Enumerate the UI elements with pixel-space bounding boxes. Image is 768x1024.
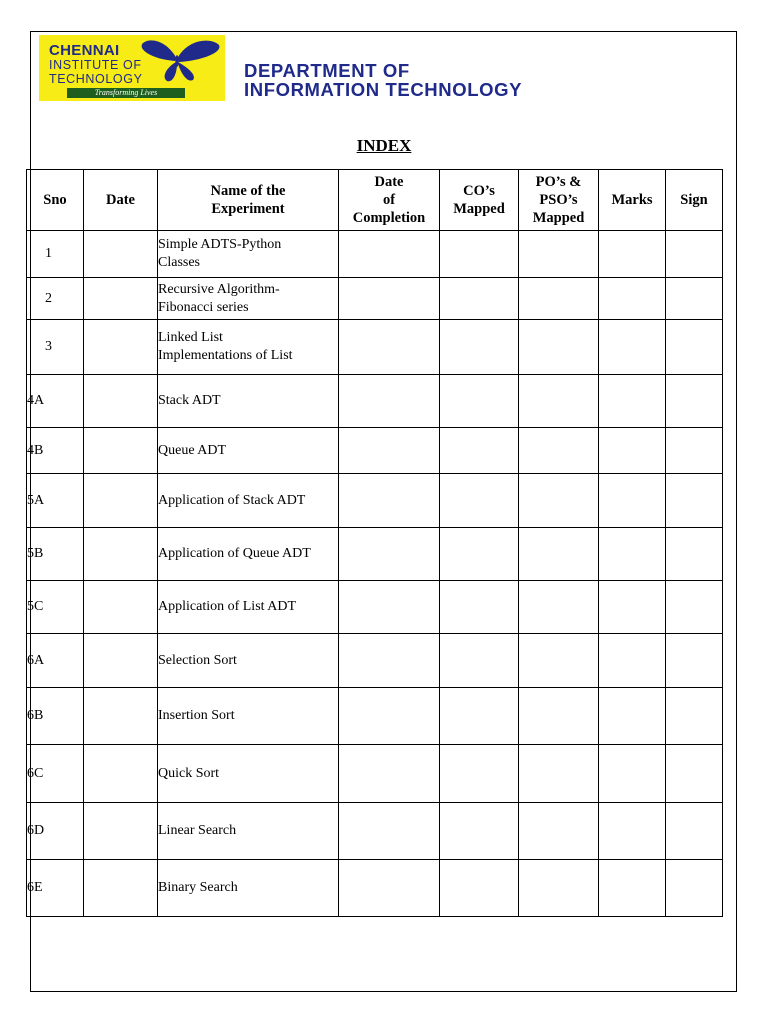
row-date-cell bbox=[84, 375, 158, 428]
row-co-cell bbox=[440, 581, 519, 634]
row-marks-cell bbox=[599, 634, 666, 688]
experiment-index-table bbox=[26, 169, 723, 917]
row-completion-cell bbox=[339, 375, 440, 428]
row-marks-cell bbox=[599, 803, 666, 860]
row-experiment-name: Insertion Sort bbox=[158, 688, 339, 745]
row-experiment-name: Linear Search bbox=[158, 803, 339, 860]
department-title-line2: INFORMATION TECHNOLOGY bbox=[244, 79, 523, 100]
table-row bbox=[27, 231, 723, 278]
row-po-cell bbox=[519, 474, 599, 528]
row-sign-cell bbox=[666, 428, 723, 474]
table-header-row bbox=[27, 170, 723, 231]
row-sno: 4A bbox=[27, 375, 84, 428]
butterfly-icon bbox=[137, 37, 223, 83]
header-po-line3: Mapped bbox=[532, 210, 585, 226]
row-date-cell bbox=[84, 860, 158, 917]
row-date-cell bbox=[84, 528, 158, 581]
row-date-cell bbox=[84, 320, 158, 375]
header-sno: Sno bbox=[27, 170, 84, 231]
row-co-cell bbox=[440, 745, 519, 803]
row-name-line2: Classes bbox=[158, 255, 200, 270]
row-sno: 2 bbox=[27, 278, 84, 320]
row-completion-cell bbox=[339, 803, 440, 860]
table-row bbox=[27, 803, 723, 860]
header-cos-mapped bbox=[440, 170, 519, 231]
row-sign-cell bbox=[666, 474, 723, 528]
row-date-cell bbox=[84, 278, 158, 320]
header-po-line2: PSO’s bbox=[539, 192, 578, 208]
row-co-cell bbox=[440, 320, 519, 375]
row-marks-cell bbox=[599, 375, 666, 428]
row-co-cell bbox=[440, 474, 519, 528]
row-sign-cell bbox=[666, 581, 723, 634]
row-date-cell bbox=[84, 688, 158, 745]
row-po-cell bbox=[519, 688, 599, 745]
row-experiment-name bbox=[158, 278, 339, 320]
row-marks-cell bbox=[599, 860, 666, 917]
row-completion-cell bbox=[339, 278, 440, 320]
row-co-cell bbox=[440, 860, 519, 917]
table-row bbox=[27, 320, 723, 375]
row-completion-cell bbox=[339, 860, 440, 917]
institute-logo bbox=[39, 35, 225, 101]
row-po-cell bbox=[519, 803, 599, 860]
table-row bbox=[27, 634, 723, 688]
row-co-cell bbox=[440, 634, 519, 688]
row-completion-cell bbox=[339, 745, 440, 803]
table-row bbox=[27, 688, 723, 745]
row-co-cell bbox=[440, 231, 519, 278]
row-marks-cell bbox=[599, 474, 666, 528]
row-co-cell bbox=[440, 688, 519, 745]
row-marks-cell bbox=[599, 745, 666, 803]
row-sno: 1 bbox=[27, 231, 84, 278]
header-date-of-completion bbox=[339, 170, 440, 231]
row-sign-cell bbox=[666, 803, 723, 860]
row-completion-cell bbox=[339, 474, 440, 528]
logo-text-line3: TECHNOLOGY bbox=[49, 72, 143, 86]
row-sign-cell bbox=[666, 688, 723, 745]
row-sign-cell bbox=[666, 320, 723, 375]
row-sign-cell bbox=[666, 231, 723, 278]
row-po-cell bbox=[519, 320, 599, 375]
row-marks-cell bbox=[599, 688, 666, 745]
row-sno: 6D bbox=[27, 803, 84, 860]
header-marks: Marks bbox=[599, 170, 666, 231]
row-sign-cell bbox=[666, 634, 723, 688]
row-sno: 6C bbox=[27, 745, 84, 803]
row-sign-cell bbox=[666, 860, 723, 917]
row-completion-cell bbox=[339, 320, 440, 375]
row-name-line1: Simple ADTS-Python bbox=[158, 237, 282, 252]
row-completion-cell bbox=[339, 581, 440, 634]
header-name-line1: Name of the bbox=[210, 183, 286, 199]
row-po-cell bbox=[519, 634, 599, 688]
row-sno: 3 bbox=[27, 320, 84, 375]
row-sno: 6E bbox=[27, 860, 84, 917]
table-row bbox=[27, 278, 723, 320]
row-experiment-name: Queue ADT bbox=[158, 428, 339, 474]
row-experiment-name: Application of List ADT bbox=[158, 581, 339, 634]
row-sno: 6A bbox=[27, 634, 84, 688]
row-co-cell bbox=[440, 528, 519, 581]
row-experiment-name: Application of Stack ADT bbox=[158, 474, 339, 528]
row-sign-cell bbox=[666, 375, 723, 428]
row-sno: 4B bbox=[27, 428, 84, 474]
row-co-cell bbox=[440, 375, 519, 428]
row-name-line2: Implementations of List bbox=[158, 348, 293, 363]
table-row bbox=[27, 474, 723, 528]
row-date-cell bbox=[84, 428, 158, 474]
row-completion-cell bbox=[339, 528, 440, 581]
header-co-line2: Mapped bbox=[453, 201, 505, 217]
row-date-cell bbox=[84, 231, 158, 278]
header-co-line1: CO’s bbox=[463, 183, 495, 199]
page-title: INDEX bbox=[356, 136, 412, 155]
table-row bbox=[27, 745, 723, 803]
row-date-cell bbox=[84, 581, 158, 634]
row-completion-cell bbox=[339, 231, 440, 278]
row-experiment-name bbox=[158, 320, 339, 375]
logo-text-line1: CHENNAI bbox=[49, 42, 120, 59]
row-name-line1: Recursive Algorithm- bbox=[158, 281, 280, 297]
header-name-line2: Experiment bbox=[211, 201, 285, 217]
row-co-cell bbox=[440, 278, 519, 320]
header-pos-psos-mapped bbox=[519, 170, 599, 231]
row-marks-cell bbox=[599, 278, 666, 320]
row-experiment-name: Application of Queue ADT bbox=[158, 528, 339, 581]
row-sign-cell bbox=[666, 278, 723, 320]
row-date-cell bbox=[84, 474, 158, 528]
header-po-line1: PO’s & bbox=[535, 174, 582, 190]
row-date-cell bbox=[84, 803, 158, 860]
department-title-line1: DEPARTMENT OF bbox=[244, 60, 410, 81]
row-co-cell bbox=[440, 803, 519, 860]
row-marks-cell bbox=[599, 320, 666, 375]
row-name-line2: Fibonacci series bbox=[158, 299, 249, 315]
logo-text-line2: INSTITUTE OF bbox=[49, 58, 142, 72]
row-sno: 6B bbox=[27, 688, 84, 745]
logo-tagline: Transforming Lives bbox=[67, 88, 185, 98]
header-experiment-name bbox=[158, 170, 339, 231]
row-experiment-name: Binary Search bbox=[158, 860, 339, 917]
row-completion-cell bbox=[339, 688, 440, 745]
row-completion-cell bbox=[339, 634, 440, 688]
row-po-cell bbox=[519, 428, 599, 474]
row-sno: 5C bbox=[27, 581, 84, 634]
table-row bbox=[27, 428, 723, 474]
row-sign-cell bbox=[666, 528, 723, 581]
row-date-cell bbox=[84, 634, 158, 688]
row-experiment-name bbox=[158, 231, 339, 278]
row-po-cell bbox=[519, 528, 599, 581]
row-completion-cell bbox=[339, 428, 440, 474]
row-marks-cell bbox=[599, 428, 666, 474]
row-co-cell bbox=[440, 428, 519, 474]
row-experiment-name: Selection Sort bbox=[158, 634, 339, 688]
header-doc-line3: Completion bbox=[352, 210, 426, 226]
row-po-cell bbox=[519, 375, 599, 428]
row-date-cell bbox=[84, 745, 158, 803]
row-sno: 5B bbox=[27, 528, 84, 581]
row-name-line1: Linked List bbox=[158, 330, 223, 345]
row-sno: 5A bbox=[27, 474, 84, 528]
row-marks-cell bbox=[599, 528, 666, 581]
row-po-cell bbox=[519, 231, 599, 278]
row-experiment-name: Stack ADT bbox=[158, 375, 339, 428]
row-marks-cell bbox=[599, 581, 666, 634]
row-sign-cell bbox=[666, 745, 723, 803]
row-po-cell bbox=[519, 860, 599, 917]
row-experiment-name: Quick Sort bbox=[158, 745, 339, 803]
table-row bbox=[27, 581, 723, 634]
header-doc-line2: of bbox=[382, 192, 396, 208]
row-marks-cell bbox=[599, 231, 666, 278]
header-doc-line1: Date bbox=[374, 174, 404, 190]
row-po-cell bbox=[519, 278, 599, 320]
row-po-cell bbox=[519, 581, 599, 634]
header-sign: Sign bbox=[666, 170, 723, 231]
table-row bbox=[27, 528, 723, 581]
table-row bbox=[27, 375, 723, 428]
department-title bbox=[244, 61, 522, 99]
row-po-cell bbox=[519, 745, 599, 803]
table-row bbox=[27, 860, 723, 917]
header-date: Date bbox=[84, 170, 158, 231]
